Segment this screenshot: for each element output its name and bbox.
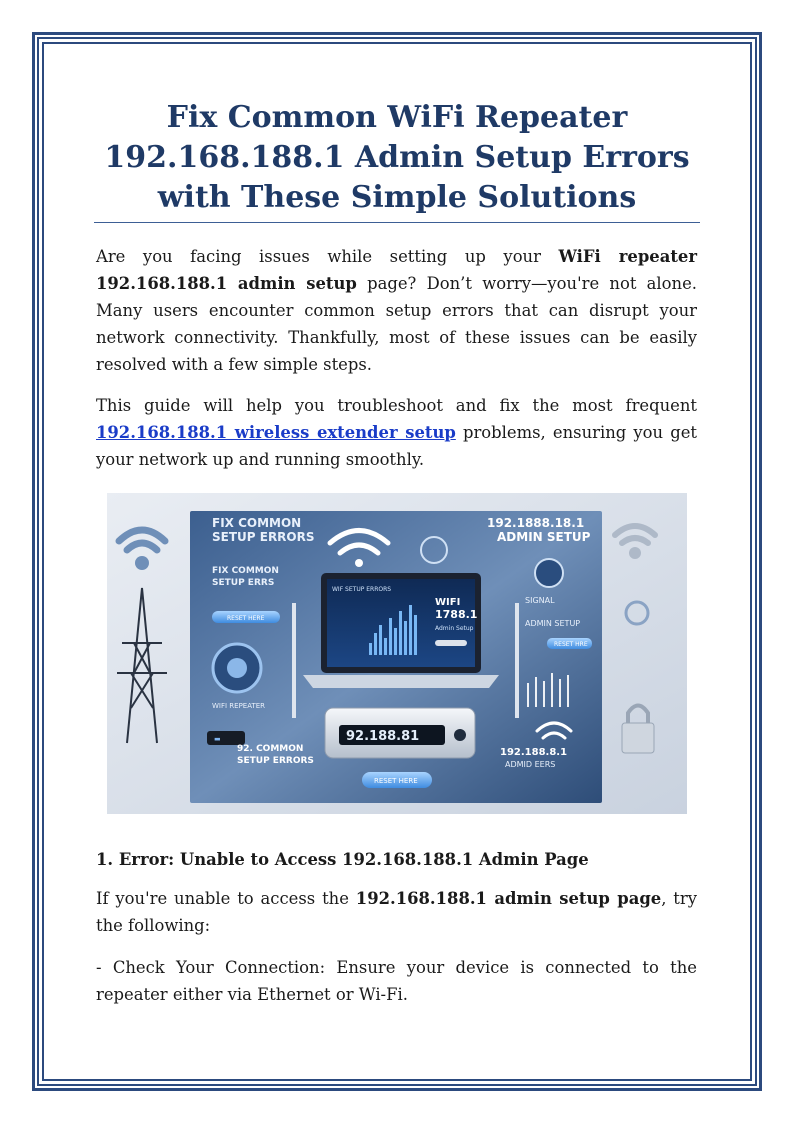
intro-text-2: page? Don’t worry—you're not alone. Many users encounter common setup errors that can disrupt your network connectivity. Thankfully, most of these issues can be easily resolved with a few simple steps. bbox=[96, 274, 698, 374]
wireless-extender-setup-link[interactable]: 192.168.188.1 wireless extender setup bbox=[96, 423, 456, 442]
section-1-bold-keyword: 192.168.188.1 admin setup page bbox=[355, 889, 662, 908]
hero-bottom-left-1: 92. COMMON bbox=[237, 744, 304, 754]
hero-screen-ip: 1788.1 bbox=[435, 608, 478, 621]
section-1-text-1: If you're unable to access the bbox=[96, 889, 356, 908]
hero-illustration bbox=[107, 493, 687, 814]
hero-bottom-right-ip: 192.188.8.1 bbox=[500, 747, 568, 758]
guide-text-2: problems, ensuring you get your network up and running smoothly. bbox=[96, 423, 697, 469]
intro-bold-keyword: WiFi repeater 192.168.188.1 admin setup bbox=[96, 247, 697, 293]
hero-right-title-1: 192.1888.18.1 bbox=[487, 516, 585, 530]
page-title: Fix Common WiFi Repeater 192.168.188.1 Admin Setup Errors with These Simple Solutions bbox=[104, 100, 690, 215]
section-1-item-1: - Check Your Connection: Ensure your device is connected to the repeater either via Ethernet or Wi-Fi. bbox=[96, 958, 697, 1004]
hero-bottom-right-sub: ADMID EERS bbox=[505, 760, 556, 769]
guide-paragraph bbox=[96, 392, 697, 473]
hero-left-title-1: FIX COMMON bbox=[212, 516, 302, 530]
hero-wifi-repeater-label: WIFI REPEATER bbox=[212, 702, 266, 710]
hero-left-sub-1: FIX COMMON bbox=[212, 566, 279, 576]
title-divider bbox=[94, 222, 700, 223]
hero-device-display: 92.188.81 bbox=[346, 729, 420, 744]
hero-reset-left-label: RESET HERE bbox=[227, 615, 265, 622]
section-1-paragraph bbox=[96, 885, 697, 939]
hero-screen-wifi: WIFI bbox=[435, 597, 461, 608]
hero-bottom-left-2: SETUP ERRORS bbox=[237, 756, 314, 766]
hero-small-device-icon: ▬ bbox=[214, 735, 221, 743]
guide-text-1: This guide will help you troubleshoot and fix the most frequent bbox=[96, 396, 697, 415]
section-1-text-2: , try the following: bbox=[96, 889, 697, 935]
hero-reset-right-label: RESET HRE bbox=[554, 641, 588, 648]
hero-admin-setup-label: ADMIN SETUP bbox=[525, 619, 581, 628]
hero-signal-label: SIGNAL bbox=[525, 596, 555, 605]
section-1-heading: 1. Error: Unable to Access 192.168.188.1 Admin Page bbox=[96, 850, 589, 869]
hero-screen-admin: Admin Setup bbox=[435, 625, 474, 632]
hero-reset-bottom-label: RESET HERE bbox=[374, 777, 418, 785]
hero-left-title-2: SETUP ERRORS bbox=[212, 530, 315, 544]
hero-left-sub-2: SETUP ERRS bbox=[212, 578, 275, 588]
intro-text-1: Are you facing issues while setting up your bbox=[96, 247, 559, 266]
intro-paragraph bbox=[96, 243, 697, 378]
hero-screen-header: WIF SETUP ERRORS bbox=[332, 586, 392, 593]
hero-right-title-2: ADMIN SETUP bbox=[497, 530, 591, 544]
